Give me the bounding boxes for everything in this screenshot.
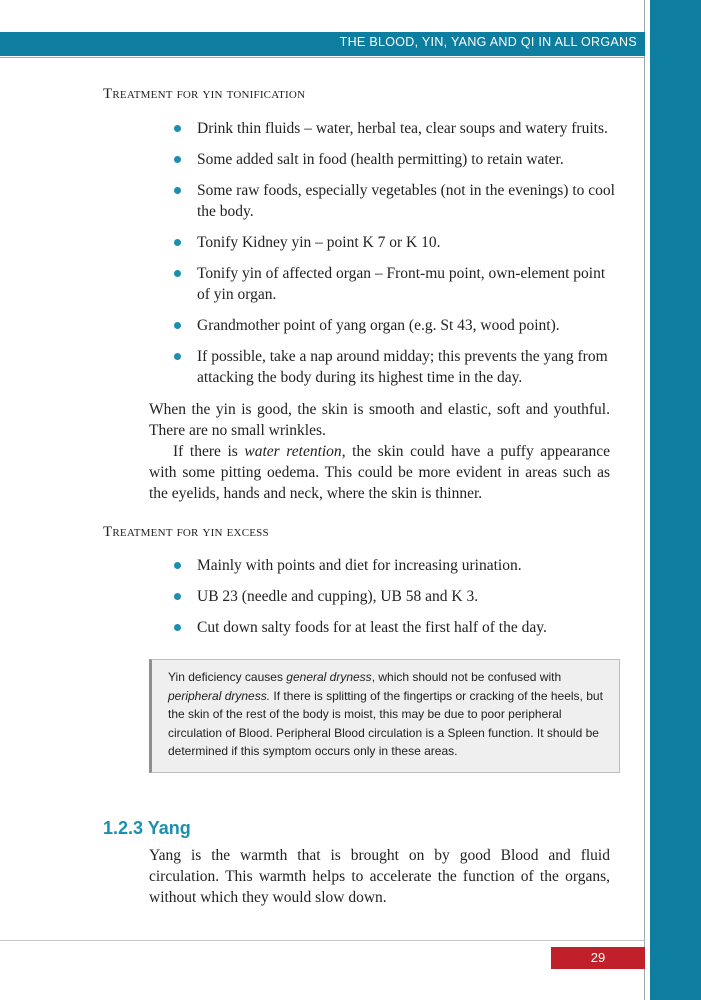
water-retention-text-end: , the skin could have a puffy appearance with some pitting oedema. This could be more evident in areas such as the eyelids, hands and neck, where the skin is thinner. xyxy=(149,443,610,502)
list-item-text: Tonify Kidney yin – point K 7 or K 10. xyxy=(197,234,441,251)
list-item xyxy=(172,617,617,638)
list-item-text: Cut down salty foods for at least the first half of the day. xyxy=(197,619,547,636)
right-margin-rule xyxy=(644,0,645,1000)
list-item xyxy=(172,315,617,336)
note-italic-peripheral-dryness: peripheral dryness. xyxy=(168,688,271,703)
yang-text: Yang is the warmth that is brought on by good Blood and fluid circulation. This warmth helps to accelerate the function of the organs, without which they would slow down. xyxy=(149,847,610,906)
running-header-title: THE BLOOD, YIN, YANG AND QI IN ALL ORGANS xyxy=(339,35,637,49)
list-item-text: UB 23 (needle and cupping), UB 58 and K 3. xyxy=(197,588,479,605)
list-item xyxy=(172,232,617,253)
list-item xyxy=(172,180,617,222)
list-item-text: If possible, take a nap around midday; this prevents the yang from attacking the body during its highest time in the day. xyxy=(197,348,608,386)
bullet-icon xyxy=(174,593,181,600)
yang-paragraph xyxy=(149,845,610,908)
list-item-text: Grandmother point of yang organ (e.g. St 43, wood point). xyxy=(197,317,560,334)
list-item xyxy=(172,118,617,139)
bullet-icon xyxy=(174,562,181,569)
note-text-3: If there is splitting of the fingertips or cracking of the heels, but the skin of the rest of the body is moist, this may be due to poor peripheral circulation of Blood. Peripheral Blood circulation is a Spleen function. It should be determined if this symptom occurs only in these areas. xyxy=(168,688,603,758)
note-text-1: Yin deficiency causes xyxy=(168,670,287,684)
note-box xyxy=(149,659,620,773)
list-item xyxy=(172,586,617,607)
water-retention-text-start: If there is xyxy=(173,443,245,460)
bullet-icon xyxy=(174,156,181,163)
list-item-text: Mainly with points and diet for increasing urination. xyxy=(197,557,522,574)
bullet-icon xyxy=(174,187,181,194)
yin-skin-paragraph xyxy=(149,399,610,441)
bullet-icon xyxy=(174,125,181,132)
list-item xyxy=(172,555,617,576)
yin-excess-list xyxy=(172,555,617,648)
right-margin-bar xyxy=(650,0,701,1000)
list-item-text: Some added salt in food (health permitting) to retain water. xyxy=(197,151,564,168)
water-retention-paragraph xyxy=(149,441,610,504)
bullet-icon xyxy=(174,270,181,277)
running-header-rule xyxy=(0,57,645,58)
list-item-text: Some raw foods, especially vegetables (not in the evenings) to cool the body. xyxy=(197,182,615,220)
list-item xyxy=(172,346,617,388)
list-item xyxy=(172,149,617,170)
water-retention-term: water retention xyxy=(244,443,342,460)
yang-section-title: 1.2.3 Yang xyxy=(103,818,191,838)
page-number: 29 xyxy=(551,947,645,969)
right-margin-gap xyxy=(645,0,650,1000)
footer-rule xyxy=(0,940,645,941)
yin-tonification-list xyxy=(172,118,617,398)
yin-skin-text: When the yin is good, the skin is smooth and elastic, soft and youthful. There are no small wrinkles. xyxy=(149,401,610,439)
list-item-text: Drink thin fluids – water, herbal tea, clear soups and watery fruits. xyxy=(197,120,608,137)
note-italic-general-dryness: general dryness xyxy=(286,670,372,684)
bullet-icon xyxy=(174,353,181,360)
note-text-2: , which should not be confused with xyxy=(371,670,562,684)
list-item-text: Tonify yin of affected organ – Front-mu point, own-element point of yin organ. xyxy=(197,265,606,303)
bullet-icon xyxy=(174,624,181,631)
yin-tonification-heading: Treatment for yin tonification xyxy=(103,86,306,102)
bullet-icon xyxy=(174,239,181,246)
list-item xyxy=(172,263,617,305)
bullet-icon xyxy=(174,322,181,329)
yin-excess-heading: Treatment for yin excess xyxy=(103,524,269,540)
